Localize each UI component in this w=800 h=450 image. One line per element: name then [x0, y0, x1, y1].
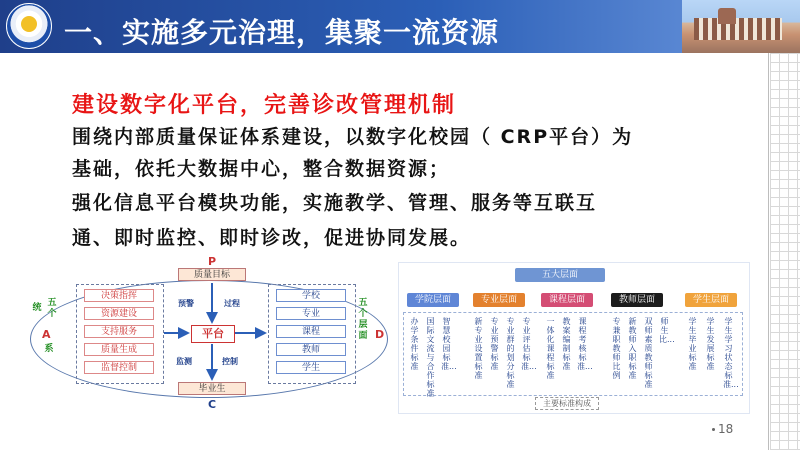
- letter-p: P: [208, 255, 217, 268]
- left-item-5: 监督控制: [84, 361, 154, 374]
- standard-col-14: 师生比...: [659, 317, 675, 344]
- decorative-grid: [770, 53, 800, 450]
- right-item-4: 教师: [276, 343, 346, 356]
- section-subtitle: 建设数字化平台，完善诊改管理机制: [72, 93, 457, 118]
- label-process: 过程: [224, 299, 240, 308]
- label-monitor: 监测: [176, 357, 192, 366]
- level-teacher: 教师层面: [611, 293, 663, 307]
- level-student: 学生层面: [685, 293, 737, 307]
- right-item-3: 课程: [276, 325, 346, 338]
- standard-col-13: 双师素质教师标准: [644, 317, 653, 389]
- left-item-4: 质量生成: [84, 343, 154, 356]
- left-side-prefix: 统: [32, 303, 42, 313]
- standard-col-4: 新专业设置标准: [474, 317, 483, 380]
- level-major: 专业层面: [473, 293, 525, 307]
- left-item-3: 支持服务: [84, 325, 154, 338]
- graduate-box: 毕业生: [178, 382, 246, 395]
- letter-c: C: [208, 398, 217, 411]
- standards-diagram: [398, 262, 750, 414]
- standard-col-5: 专业预警标准: [490, 317, 499, 371]
- right-item-5: 学生: [276, 361, 346, 374]
- standard-col-6: 专业群的划分标准: [506, 317, 515, 389]
- standard-col-11: 专兼职教师比例: [612, 317, 621, 380]
- body-line-3: 强化信息平台模块功能，实施教学、管理、服务等互联互: [72, 192, 598, 214]
- standard-col-15: 学生毕业标准: [688, 317, 697, 371]
- standard-col-1: 办学条件标准: [410, 317, 419, 371]
- standard-col-3: 智慧校园标准...: [441, 317, 457, 371]
- body-line-2: 基础，依托大数据中心，整合数据资源；: [72, 158, 451, 180]
- platform-box: 平台: [191, 325, 235, 343]
- pdca-diagram: [28, 255, 393, 413]
- left-item-1: 决策指挥: [84, 289, 154, 302]
- body-line-1: 围绕内部质量保证体系建设，以数字化校园（ CRP平台）为: [72, 126, 634, 148]
- standard-col-2: 国际文流与合作标准: [426, 317, 435, 398]
- main-standards-tag: 主要标准构成: [535, 397, 599, 410]
- body-line-4: 通、即时监控、即时诊改，促进协同发展。: [72, 227, 472, 249]
- label-warning: 预警: [178, 299, 194, 308]
- five-levels-title: 五大层面: [515, 268, 605, 282]
- right-side-label: 五 个 层 面: [358, 298, 368, 341]
- standard-col-16: 学生发展标准: [706, 317, 715, 371]
- right-divider: [768, 53, 769, 450]
- left-item-2: 资源建设: [84, 307, 154, 320]
- letter-d: D: [375, 328, 385, 341]
- right-item-2: 专业: [276, 307, 346, 320]
- campus-photo: [682, 0, 800, 53]
- quality-goal-box: 质量目标: [178, 268, 246, 281]
- level-college: 学院层面: [407, 293, 459, 307]
- level-course: 课程层面: [541, 293, 593, 307]
- standard-col-8: 一体化课程标准: [546, 317, 555, 380]
- left-side-label-end: 系: [44, 344, 54, 354]
- slide-title: 一、实施多元治理，集聚一流资源: [64, 16, 500, 49]
- school-logo: [6, 3, 52, 49]
- right-item-1: 学校: [276, 289, 346, 302]
- standard-col-12: 新教师入职标准: [628, 317, 637, 380]
- left-side-label: 五 个: [47, 298, 57, 319]
- page-number: 18: [712, 422, 733, 436]
- standard-col-7: 专业评估标准...: [521, 317, 537, 371]
- standard-col-9: 教案编制标准: [562, 317, 571, 371]
- label-control: 控制: [222, 357, 238, 366]
- slide-header: [0, 0, 800, 53]
- letter-a: A: [42, 328, 51, 341]
- standard-col-17: 学生学习状态标准...: [723, 317, 739, 389]
- standard-col-10: 课程考核标准...: [577, 317, 593, 371]
